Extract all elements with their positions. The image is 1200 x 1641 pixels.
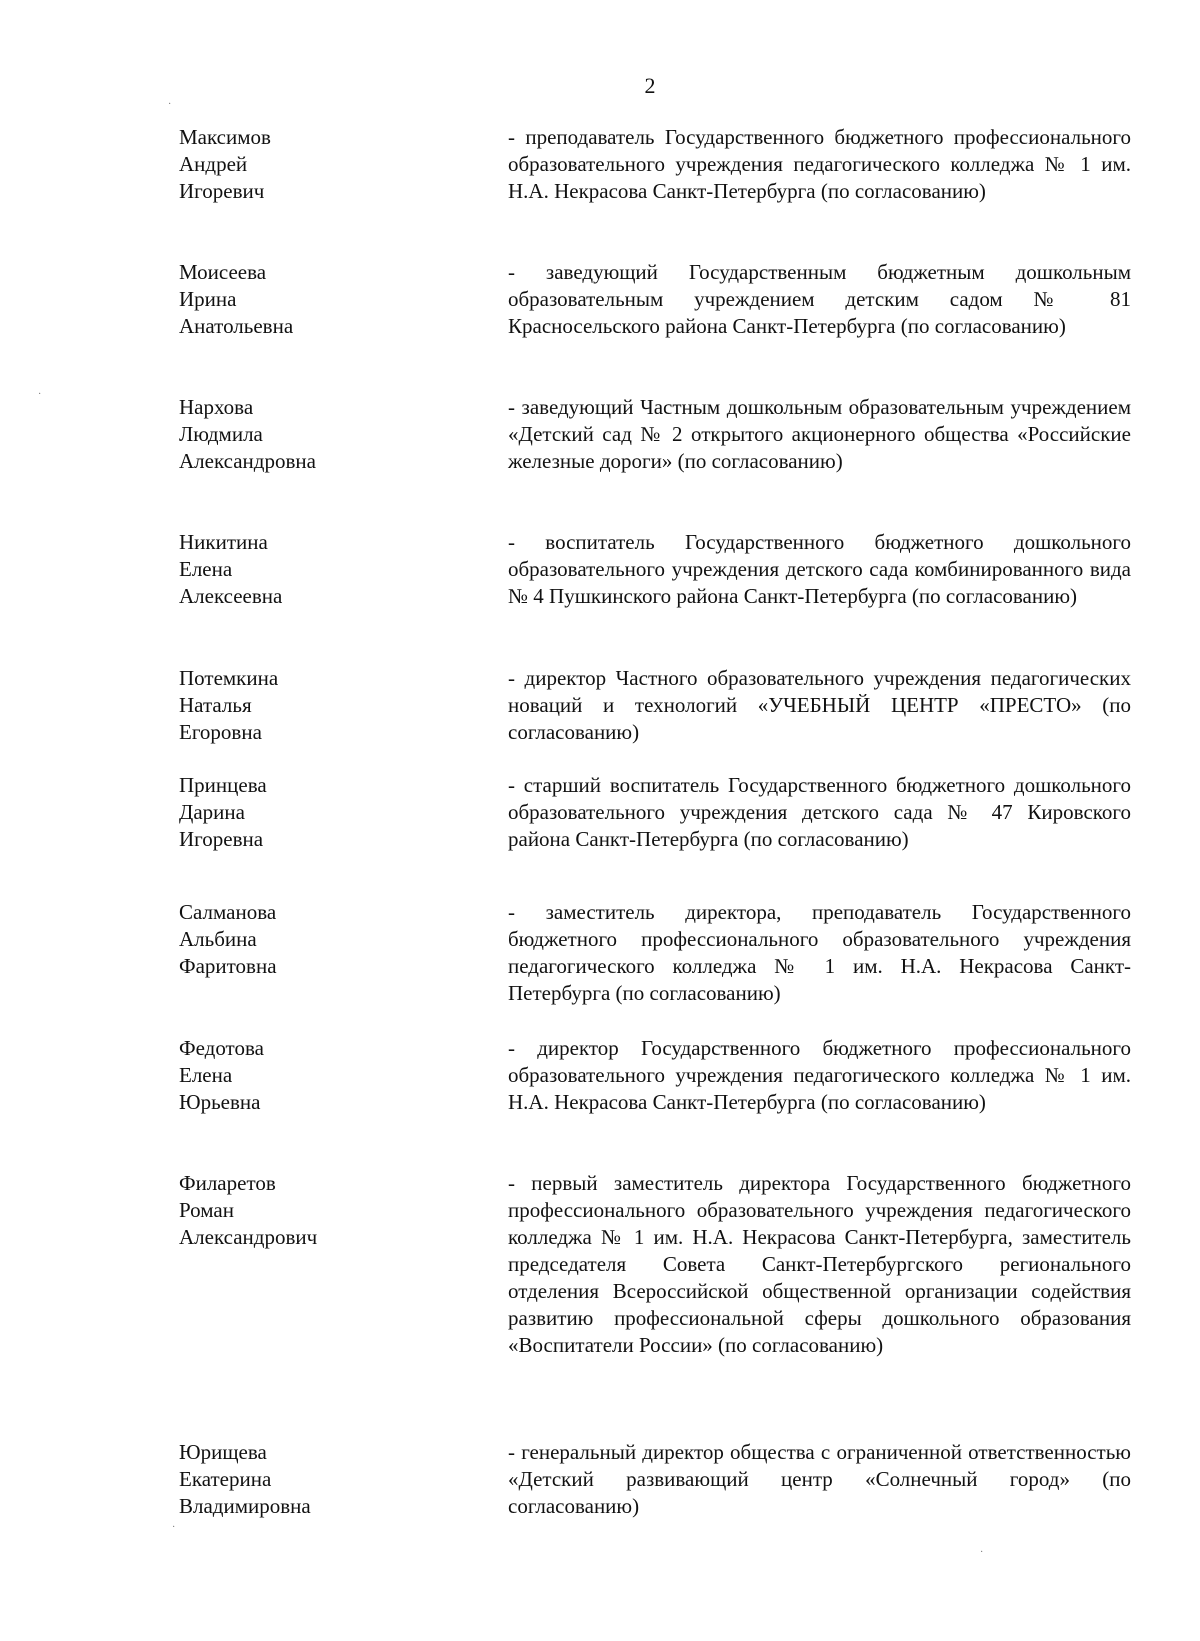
member-position: - генеральный директор общества с ограниченной ответственностью «Детский развивающий центр «Солнечный город» (по согласованию)	[508, 1440, 1131, 1518]
patronymic: Егоровна	[179, 720, 262, 744]
member-name	[179, 899, 469, 980]
member-position: - воспитатель Государственного бюджетного дошкольного образовательного учреждения детского сада комбинированного вида № 4 Пушкинского района Санкт-Петербурга (по согласованию)	[508, 530, 1131, 608]
surname: Филаретов	[179, 1171, 276, 1195]
patronymic: Анатольевна	[179, 314, 294, 338]
patronymic: Александрович	[179, 1225, 318, 1249]
first-name: Роман	[179, 1198, 234, 1222]
surname: Потемкина	[179, 666, 279, 690]
page-number: 2	[644, 73, 656, 98]
surname: Салманова	[179, 900, 277, 924]
member-position: - заведующий Частным дошкольным образовательным учреждением «Детский сад № 2 открытого акционерного общества «Российские железные дороги» (по согласованию)	[508, 395, 1131, 473]
first-name: Андрей	[179, 152, 248, 176]
patronymic: Александровна	[179, 449, 316, 473]
member-name	[179, 124, 469, 205]
first-name: Екатерина	[179, 1467, 272, 1491]
patronymic: Владимировна	[179, 1494, 311, 1518]
member-name	[179, 259, 469, 340]
member-name	[179, 1439, 469, 1520]
member-position: - заместитель директора, преподаватель Государственного бюджетного профессионального образовательного учреждения педагогического колледжа № 1 им. Н.А. Некрасова Санкт-Петербурга (по согласованию)	[508, 900, 1131, 1005]
scan-speck: ·	[38, 389, 42, 400]
member-name	[179, 665, 469, 746]
patronymic: Юрьевна	[179, 1090, 261, 1114]
first-name: Елена	[179, 1063, 233, 1087]
member-position: - директор Государственного бюджетного профессионального образовательного учреждения педагогического колледжа № 1 им. Н.А. Некрасова Санкт-Петербурга (по согласованию)	[508, 1036, 1131, 1114]
surname: Федотова	[179, 1036, 264, 1060]
first-name: Наталья	[179, 693, 252, 717]
member-name	[179, 1035, 469, 1116]
member-position: - старший воспитатель Государственного бюджетного дошкольного образовательного учреждения детского сада № 47 Кировского района Санкт-Петербурга (по согласованию)	[508, 773, 1131, 851]
surname: Максимов	[179, 125, 271, 149]
member-name	[179, 529, 469, 610]
surname: Принцева	[179, 773, 267, 797]
first-name: Ирина	[179, 287, 237, 311]
patronymic: Алексеевна	[179, 584, 283, 608]
first-name: Елена	[179, 557, 233, 581]
member-position: - преподаватель Государственного бюджетного профессионального образовательного учреждения педагогического колледжа № 1 им. Н.А. Некрасова Санкт-Петербурга (по согласованию)	[508, 125, 1131, 203]
patronymic: Фаритовна	[179, 954, 277, 978]
member-position: - заведующий Государственным бюджетным дошкольным образовательным учреждением детским садом № 81 Красносельского района Санкт-Петербурга (по согласованию)	[508, 260, 1131, 338]
member-name	[179, 1170, 469, 1251]
scan-speck: ·	[172, 1522, 176, 1533]
member-position: - директор Частного образовательного учреждения педагогических новаций и технологий «УЧЕБНЫЙ ЦЕНТР «ПРЕСТО» (по согласованию)	[508, 666, 1131, 744]
surname: Моисеева	[179, 260, 267, 284]
first-name: Дарина	[179, 800, 245, 824]
scan-speck: ·	[168, 99, 172, 110]
scan-speck: ·	[980, 1547, 984, 1558]
first-name: Людмила	[179, 422, 263, 446]
surname: Юрищева	[179, 1440, 267, 1464]
patronymic: Игоревна	[179, 827, 264, 851]
surname: Нархова	[179, 395, 254, 419]
member-name	[179, 394, 469, 475]
member-name	[179, 772, 469, 853]
surname: Никитина	[179, 530, 268, 554]
member-position: - первый заместитель директора Государственного бюджетного профессионального образовательного учреждения педагогического колледжа № 1 им. Н.А. Некрасова Санкт-Петербурга, заместитель председателя Совета Санкт-Петербургского регионального отделения Всероссийской общественной организации содействия развитию профессиональной сферы дошкольного образования «Воспитатели России» (по согласованию)	[508, 1171, 1131, 1357]
first-name: Альбина	[179, 927, 257, 951]
patronymic: Игоревич	[179, 179, 265, 203]
